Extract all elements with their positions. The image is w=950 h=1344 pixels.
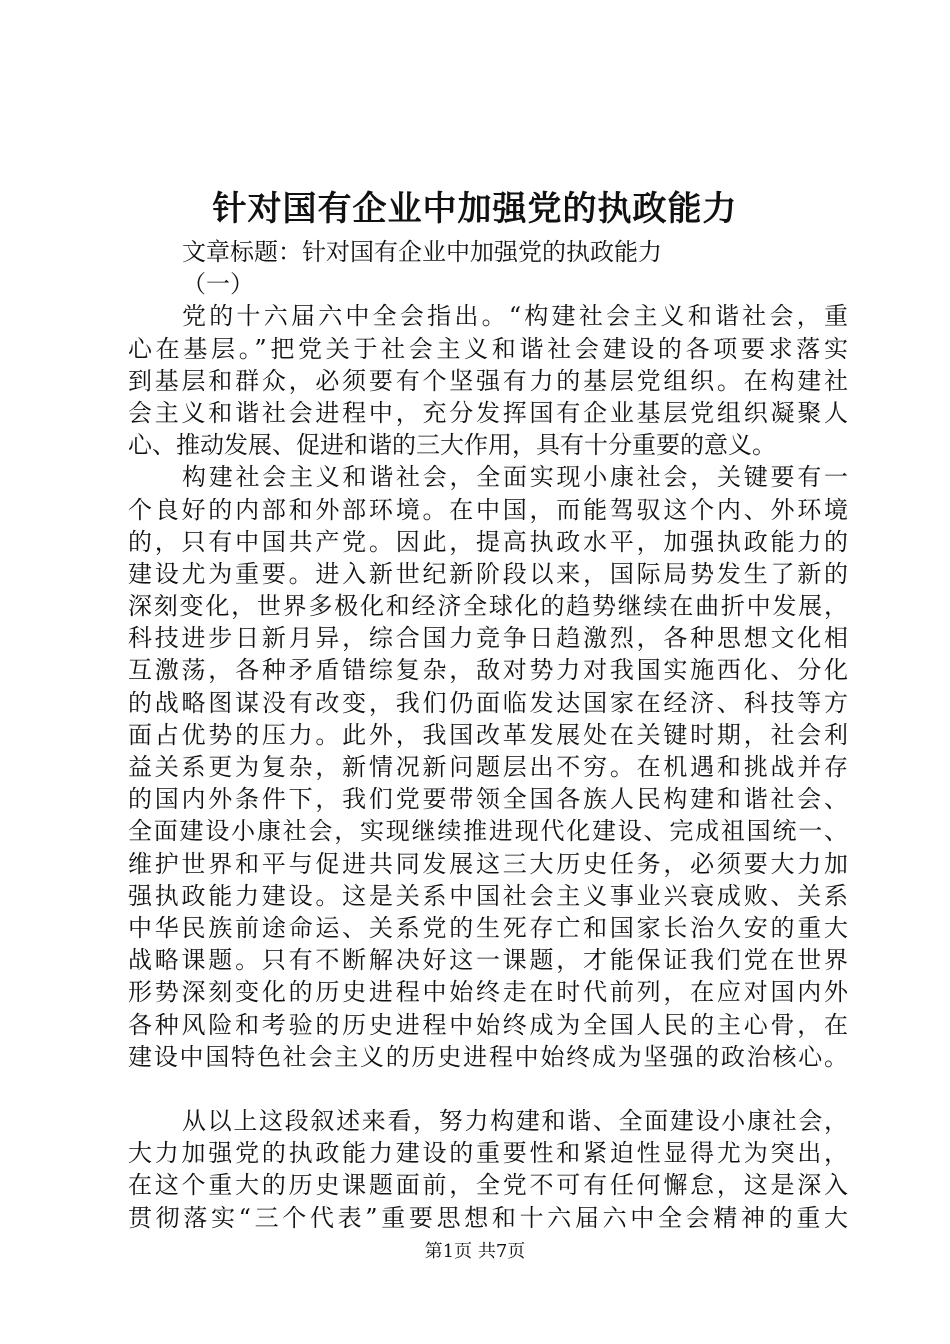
text-line: 的国内外条件下，我们党要带领全国各族人民构建和谐社会、	[128, 785, 848, 814]
text-line: 会主义和谐社会进程中，充分发挥国有企业基层党组织凝聚人	[128, 398, 848, 427]
text-line: （一）	[182, 270, 254, 299]
text-line: 互激荡，各种矛盾错综复杂，敌对势力对我国实施西化、分化	[128, 656, 848, 685]
text-line: 各种风险和考验的历史进程中始终成为全国人民的主心骨，在	[128, 1010, 848, 1039]
text-line: 党的十六届六中全会指出。“构建社会主义和谐社会，重	[182, 302, 848, 331]
blank-line	[128, 1073, 848, 1105]
text-line: 在这个重大的历史课题面前，全党不可有任何懈怠，这是深入	[128, 1171, 848, 1200]
document-title: 针对国有企业中加强党的执政能力	[212, 189, 738, 229]
text-line: 益关系更为复杂，新情况新问题层出不穷。在机遇和挑战并存	[128, 753, 848, 781]
text-line: 文章标题：针对国有企业中加强党的执政能力	[182, 238, 662, 266]
text-line: 建设中国特色社会主义的历史进程中始终成为坚强的政治核心。	[128, 1042, 848, 1071]
document-body	[128, 236, 848, 1234]
text-line: 强执政能力建设。这是关系中国社会主义事业兴衰成败、关系	[128, 881, 848, 910]
text-line: 个良好的内部和外部环境。在中国，而能驾驭这个内、外环境	[128, 495, 848, 524]
text-line: 构建社会主义和谐社会，全面实现小康社会，关键要有一	[182, 463, 848, 492]
text-line: 从以上这段叙述来看，努力构建和谐、全面建设小康社会，	[182, 1107, 848, 1136]
text-line: 维护世界和平与促进共同发展这三大历史任务，必须要大力加	[128, 849, 848, 878]
text-line: 的战略图谋没有改变，我们仍面临发达国家在经济、科技等方	[128, 688, 848, 717]
text-line: 形势深刻变化的历史进程中始终走在时代前列，在应对国内外	[128, 978, 848, 1007]
text-line: 心在基层。”把党关于社会主义和谐社会建设的各项要求落实	[128, 334, 848, 363]
text-line: 的，只有中国共产党。因此，提高执政水平，加强执政能力的	[128, 527, 848, 556]
text-line: 到基层和群众，必须要有个坚强有力的基层党组织。在构建社	[128, 366, 848, 395]
text-line: 中华民族前途命运、关系党的生死存亡和国家长治久安的重大	[128, 913, 848, 942]
text-line: 全面建设小康社会，实现继续推进现代化建设、完成祖国统一、	[128, 817, 848, 846]
text-line: 面占优势的压力。此外，我国改革发展处在关键时期，社会利	[128, 720, 848, 749]
text-line: 心、推动发展、促进和谐的三大作用，具有十分重要的意义。	[128, 431, 776, 460]
text-line: 战略课题。只有不断解决好这一课题，才能保证我们党在世界	[128, 946, 848, 975]
text-line: 建设尤为重要。进入新世纪新阶段以来，国际局势发生了新的	[128, 559, 848, 588]
text-line: 大力加强党的执政能力建设的重要性和紧迫性显得尤为突出，	[128, 1139, 848, 1168]
text-line: 科技进步日新月异，综合国力竞争日趋激烈，各种思想文化相	[128, 624, 848, 653]
text-line: 深刻变化，世界多极化和经济全球化的趋势继续在曲折中发展，	[128, 592, 848, 621]
page-footer: 第1页 共7页	[424, 1241, 526, 1262]
text-line: 贯彻落实“三个代表”重要思想和十六届六中全会精神的重大	[128, 1203, 848, 1232]
